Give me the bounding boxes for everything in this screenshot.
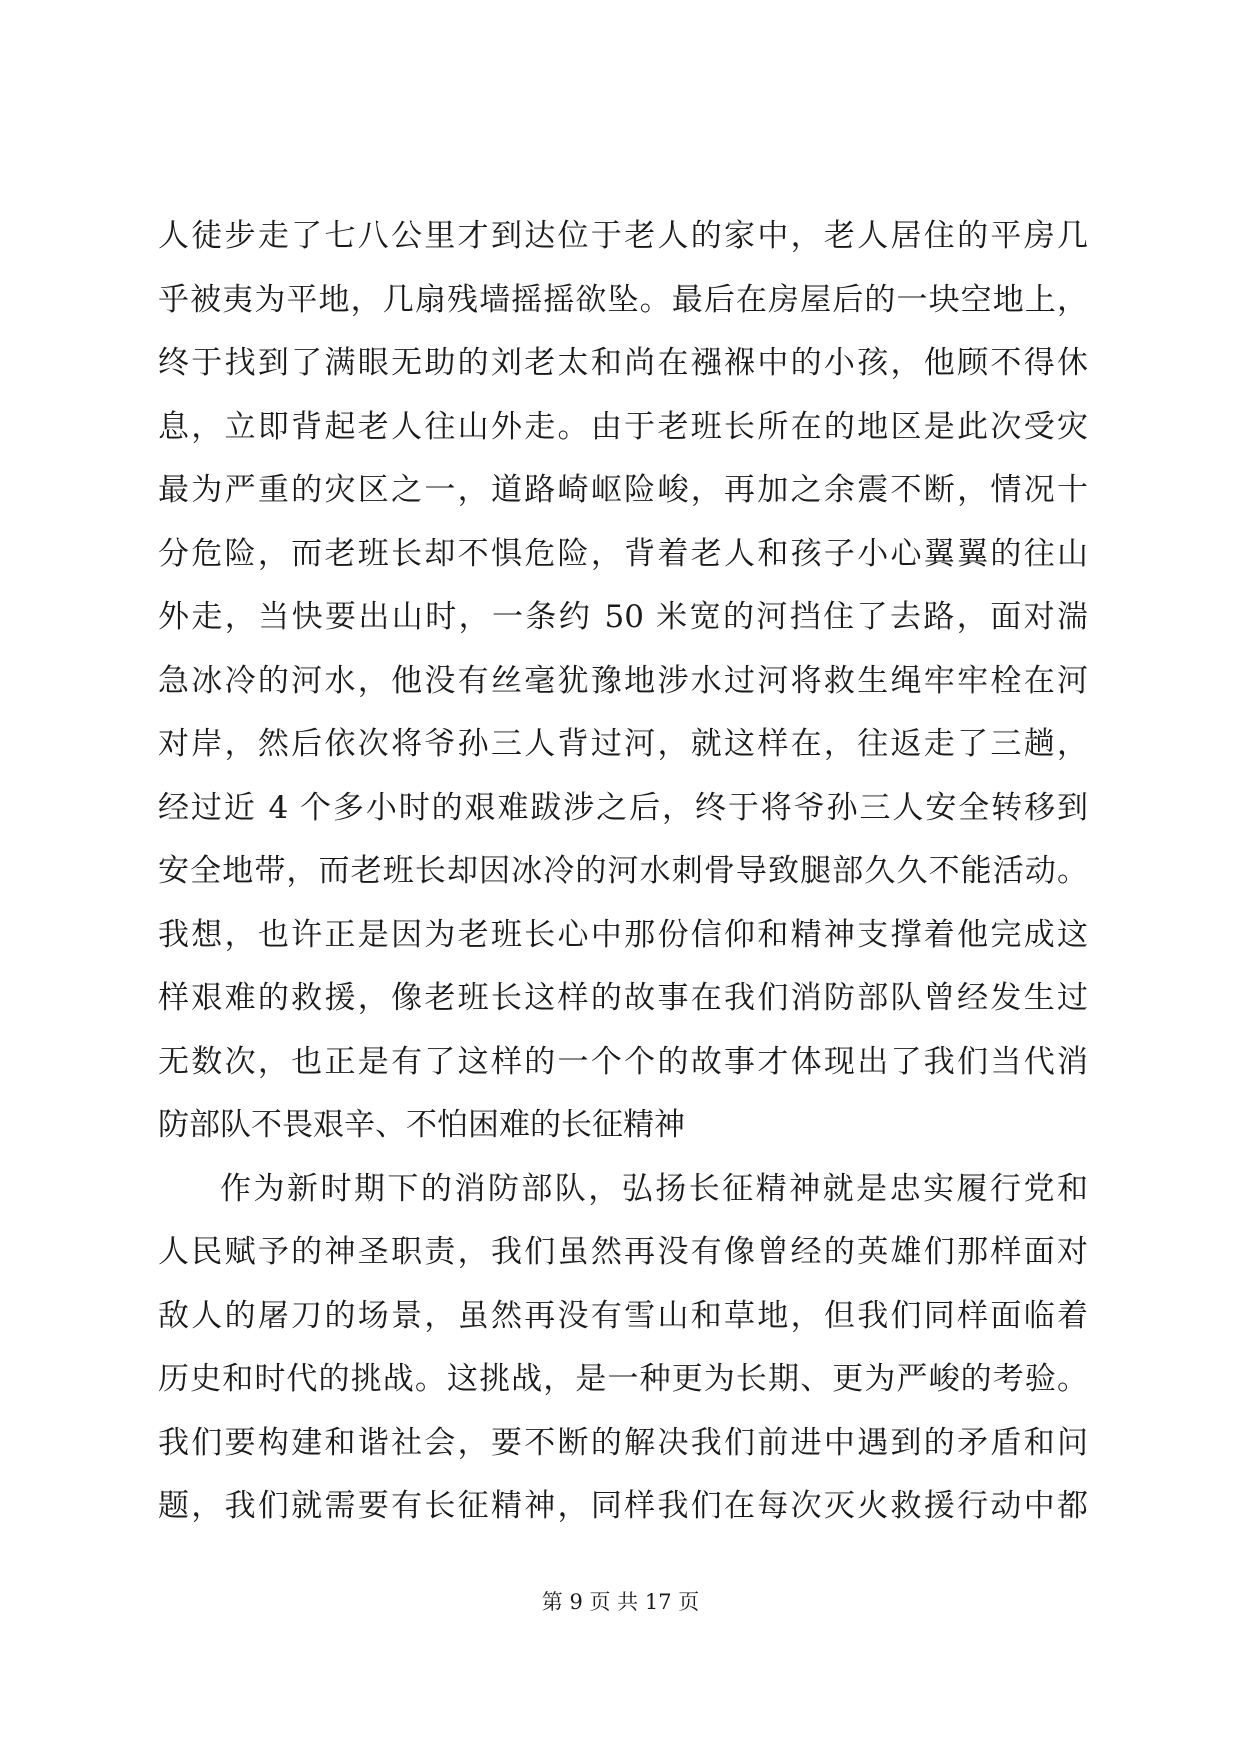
text-line: 人民赋予的神圣职责，我们虽然再没有像曾经的英雄们那样面对 (158, 1234, 1088, 1270)
body-text (158, 205, 1088, 1539)
paragraph (158, 205, 1088, 1158)
text-line: 急冰冷的河水，他没有丝毫犹豫地涉水过河将救生绳牢牢栓在河 (158, 662, 1088, 699)
text-line: 我们要构建和谐社会，要不断的解决我们前进中遇到的矛盾和问 (158, 1424, 1088, 1461)
text-line: 无数次，也正是有了这样的一个个的故事才体现出了我们当代消 (158, 1043, 1088, 1080)
text-line: 经过近 4 个多小时的艰难跋涉之后，终于将爷孙三人安全转移到 (158, 789, 1088, 826)
text-line: 对岸，然后依次将爷孙三人背过河，就这样在，往返走了三趟， (158, 726, 1088, 762)
text-line: 我想，也许正是因为老班长心中那份信仰和精神支撑着他完成这 (158, 916, 1088, 953)
page-number-label: 第 9 页 共 17 页 (541, 1590, 700, 1614)
text-line: 作为新时期下的消防部队，弘扬长征精神就是忠实履行党和 (220, 1170, 1088, 1207)
text-line: 人徒步走了七八公里才到达位于老人的家中，老人居住的平房几 (158, 218, 1088, 254)
text-line: 乎被夷为平地，几扇残墙摇摇欲坠。最后在房屋后的一块空地上， (158, 281, 1088, 318)
text-line: 安全地带，而老班长却因冰冷的河水刺骨导致腿部久久不能活动。 (158, 853, 1088, 889)
text-line: 最为严重的灾区之一，道路崎岖险峻，再加之余震不断，情况十 (158, 472, 1088, 508)
text-line: 息，立即背起老人往山外走。由于老班长所在的地区是此次受灾 (158, 408, 1088, 445)
paragraph (158, 1158, 1088, 1539)
page-footer (0, 1588, 1241, 1616)
text-line: 题，我们就需要有长征精神，同样我们在每次灭火救援行动中都 (158, 1488, 1088, 1524)
text-line: 终于找到了满眼无助的刘老太和尚在襁褓中的小孩，他顾不得休 (158, 345, 1088, 381)
text-line: 历史和时代的挑战。这挑战，是一种更为长期、更为严峻的考验。 (158, 1361, 1088, 1397)
text-line: 样艰难的救援，像老班长这样的故事在我们消防部队曾经发生过 (158, 980, 1088, 1016)
text-line: 外走，当快要出山时，一条约 50 米宽的河挡住了去路，面对湍 (158, 599, 1088, 635)
text-line: 防部队不畏艰辛、不怕困难的长征精神 (158, 1107, 685, 1143)
text-line: 分危险，而老班长却不惧危险，背着老人和孩子小心翼翼的往山 (158, 535, 1088, 572)
text-line: 敌人的屠刀的场景，虽然再没有雪山和草地，但我们同样面临着 (158, 1297, 1088, 1334)
